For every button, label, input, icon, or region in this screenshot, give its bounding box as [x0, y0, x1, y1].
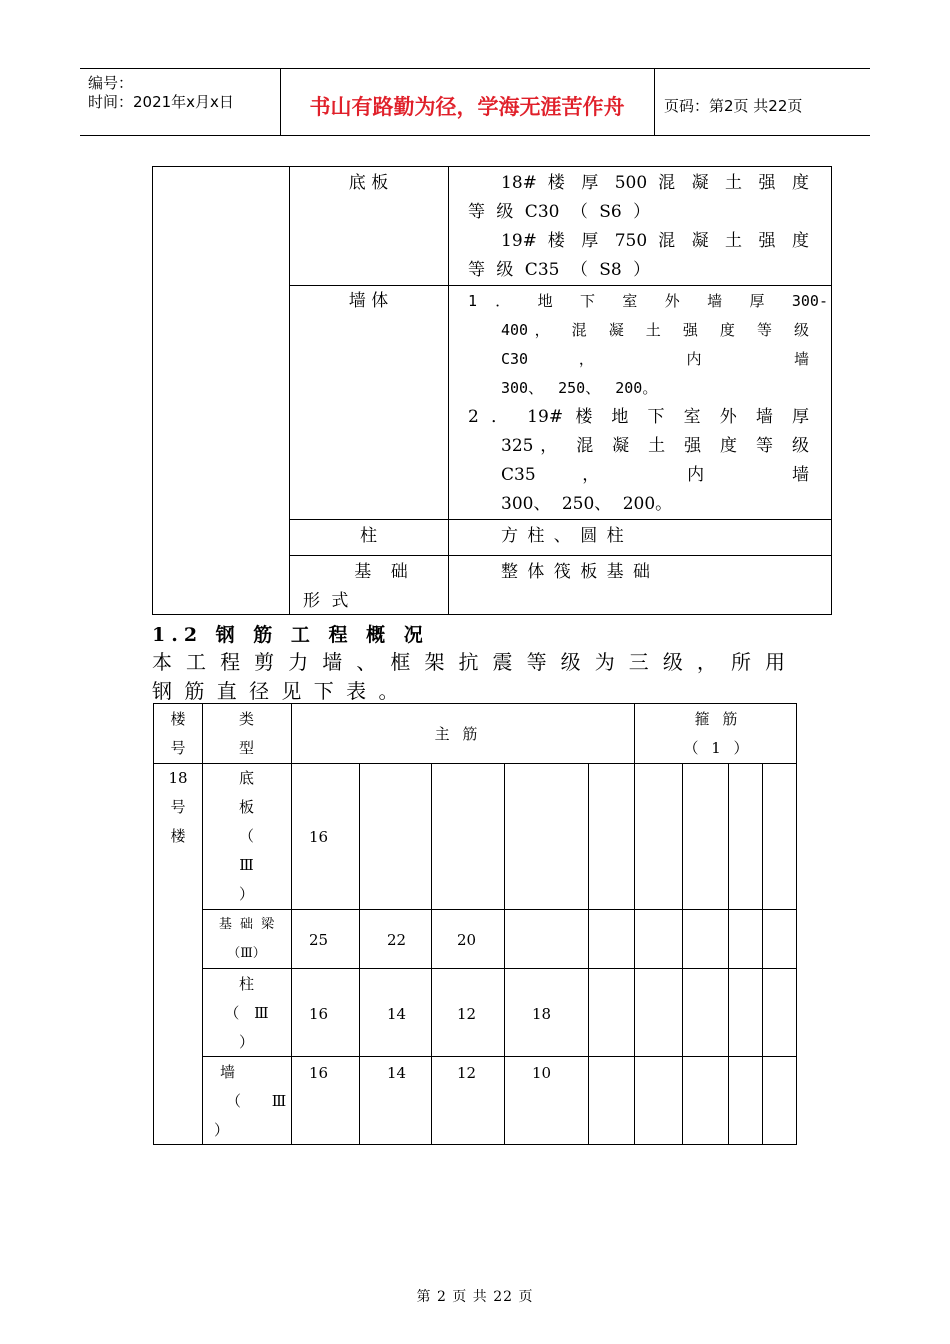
table-rule — [634, 704, 635, 1144]
table-rule — [588, 763, 589, 1144]
building-label — [154, 764, 202, 851]
row-type-foundation-beam — [202, 910, 291, 968]
wall-spec-line: 325， 混 凝 土 强 度 等 级 — [501, 436, 809, 456]
wall-spec-line: 1 ． 地 下 室 外 墙 厚 300- — [468, 292, 828, 310]
type-text: ） — [238, 885, 254, 903]
section-heading: 1.2 钢 筋 工 程 概 况 — [152, 624, 429, 646]
header-text: （ 1 ） — [683, 739, 749, 757]
wall-spec-line: C35 ， 内 墙 — [501, 465, 809, 485]
row-type-column — [202, 970, 291, 1057]
wall-spec-line: C30 ， 内 墙 — [501, 350, 809, 368]
floor-slab-spec-line: 等 级 C30 （ S6 ） — [468, 202, 651, 222]
table-rule — [202, 1056, 796, 1057]
building-text: 楼 — [170, 827, 186, 845]
column-label: 柱 — [360, 526, 377, 546]
header-text: 号 — [170, 739, 186, 757]
type-text: ） — [238, 1033, 254, 1051]
table-rule — [202, 909, 796, 910]
header-text: 型 — [238, 739, 254, 757]
header-text: 箍 筋 — [694, 710, 738, 728]
rebar-diameter-table — [153, 703, 797, 1145]
table-rule — [682, 763, 683, 1144]
header-building — [154, 705, 202, 763]
building-text: 18 — [168, 769, 188, 787]
wall-label: 墙 体 — [348, 291, 389, 311]
header-text: 类 — [238, 710, 254, 728]
table-rule — [448, 167, 449, 614]
table-rule — [728, 763, 729, 1144]
header-type — [202, 705, 291, 763]
table-rule — [289, 519, 831, 520]
table-rule — [289, 555, 831, 556]
foundation-label: 基 础 — [354, 562, 408, 582]
row-type-floor-slab — [202, 764, 291, 909]
table-rule — [202, 968, 796, 969]
type-text: （Ⅲ） — [227, 946, 266, 961]
table-rule — [504, 763, 505, 1144]
page-header — [80, 68, 870, 136]
rebar-diameter: 12 — [457, 1064, 477, 1082]
table-rule — [762, 763, 763, 1144]
header-main-bar: 主 筋 — [434, 725, 478, 743]
rebar-diameter: 25 — [309, 931, 329, 949]
wall-spec-line: 2 ． 19# 楼 地 下 室 外 墙 厚 — [468, 407, 809, 427]
table-rule — [431, 763, 432, 1144]
type-text: 柱 — [238, 975, 254, 993]
foundation-value: 整 体 筏 板 基 础 — [501, 562, 651, 582]
column-value: 方 柱 、 圆 柱 — [501, 526, 624, 546]
rebar-diameter: 20 — [457, 931, 477, 949]
rebar-diameter: 14 — [387, 1005, 407, 1023]
row-type-wall — [214, 1058, 291, 1145]
header-stirrup — [664, 705, 768, 763]
type-text: 墙 — [220, 1063, 236, 1081]
floor-slab-spec-line: 18# 楼 厚 500 混 凝 土 强 度 — [501, 173, 809, 193]
rebar-diameter: 22 — [387, 931, 407, 949]
paragraph-line: 本 工 程 剪 力 墙 、 框 架 抗 震 等 级 为 三 级 ， 所 用 — [152, 650, 786, 674]
type-text: （ — [238, 827, 254, 845]
floor-slab-spec-line: 等 级 C35 （ S8 ） — [468, 260, 651, 280]
wall-spec-line: 400， 混 凝 土 强 度 等 级 — [501, 321, 809, 339]
paragraph-line: 钢 筋 直 径 见 下 表 。 — [152, 679, 400, 703]
rebar-diameter: 10 — [532, 1064, 552, 1082]
rebar-diameter: 16 — [309, 1064, 329, 1082]
wall-spec-line: 300、 250、 200。 — [501, 494, 673, 514]
table-rule — [291, 704, 292, 1144]
floor-slab-spec-line: 19# 楼 厚 750 混 凝 土 强 度 — [501, 231, 809, 251]
building-text: 号 — [170, 798, 186, 816]
table-rule — [359, 763, 360, 1144]
header-motto: 书山有路勤为径，学海无涯苦作舟 — [309, 95, 625, 119]
rebar-diameter: 16 — [309, 1005, 329, 1023]
rebar-diameter: 14 — [387, 1064, 407, 1082]
type-text: （ Ⅲ — [224, 1004, 269, 1022]
foundation-label: 形 式 — [303, 591, 349, 611]
type-text: ） — [214, 1121, 230, 1139]
floor-slab-label: 底 板 — [348, 173, 389, 193]
header-page-info: 页码：第2页 共22页 — [664, 97, 803, 115]
type-text: （ Ⅲ — [226, 1092, 287, 1110]
wall-spec-line: 300、 250、 200。 — [501, 379, 658, 397]
header-text: 楼 — [170, 710, 186, 728]
table-rule — [289, 285, 831, 286]
rebar-diameter: 16 — [309, 828, 329, 846]
rebar-diameter: 12 — [457, 1005, 477, 1023]
type-text: Ⅲ — [239, 856, 254, 874]
section-paragraph — [152, 648, 786, 706]
doc-time-label: 时间：2021年x月x日 — [88, 93, 234, 111]
header-divider — [654, 69, 655, 135]
type-text: 底 — [238, 769, 254, 787]
doc-code-label: 编号： — [88, 74, 134, 92]
page-footer: 第 2 页 共 22 页 — [416, 1289, 534, 1305]
type-text: 板 — [238, 798, 254, 816]
rebar-diameter: 18 — [532, 1005, 552, 1023]
structure-spec-table — [152, 166, 832, 615]
type-text: 基 础 梁 — [218, 917, 275, 932]
